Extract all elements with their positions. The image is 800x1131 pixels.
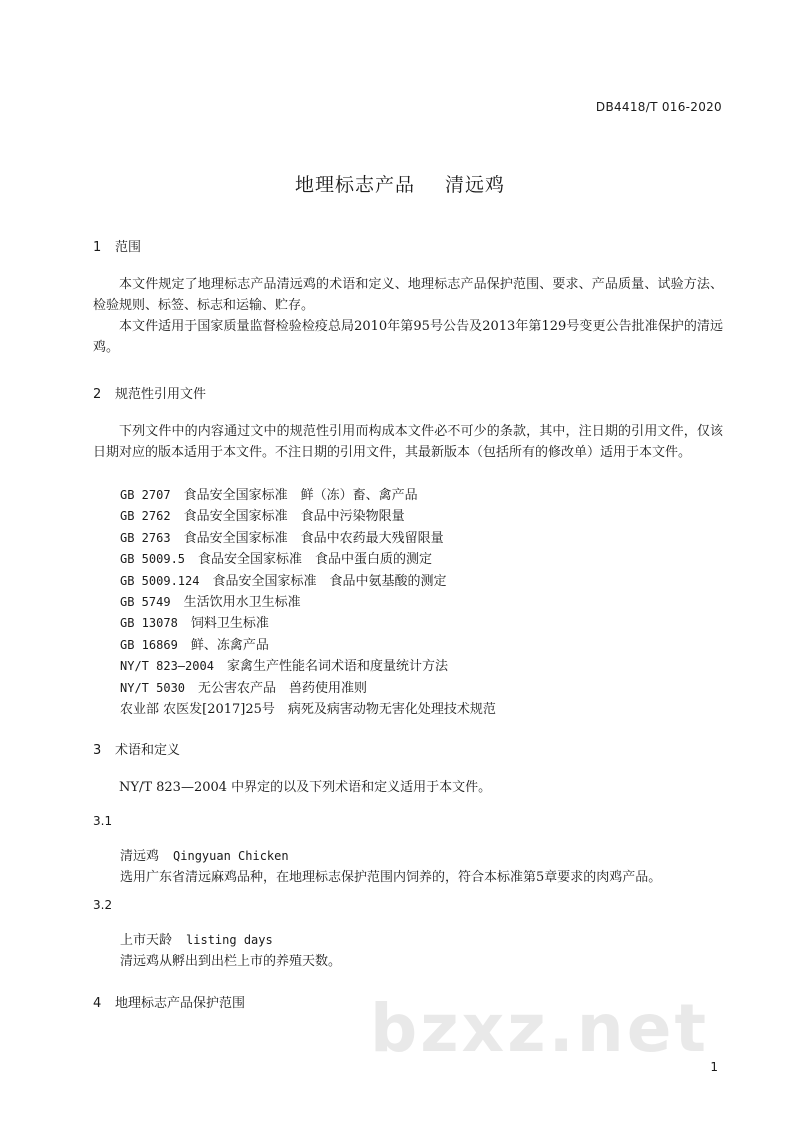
page-number: 1 xyxy=(710,1060,718,1074)
term-3-1 xyxy=(120,845,289,864)
reference-code: GB 2763 xyxy=(120,530,171,545)
watermark: bzxz.net xyxy=(370,990,710,1067)
reference-code: GB 13078 xyxy=(120,616,178,631)
section-3-heading xyxy=(93,739,180,758)
section-title: 地理标志产品保护范围 xyxy=(115,996,246,1011)
term-chinese: 清远鸡 xyxy=(120,849,160,864)
term-english: listing days xyxy=(186,933,273,947)
reference-item xyxy=(120,506,496,527)
term-3-2-definition: 清远鸡从孵出到出栏上市的养殖天数。 xyxy=(120,954,342,969)
reference-item xyxy=(120,635,496,656)
reference-item xyxy=(120,528,496,549)
page-title xyxy=(0,170,800,197)
reference-code: GB 5009.5 xyxy=(120,552,186,567)
section-number: 1 xyxy=(93,240,102,255)
reference-item xyxy=(120,571,496,592)
reference-code: 农业部 农医发[2017]25号 xyxy=(120,701,275,717)
section-1-paragraph-1: 本文件规定了地理标志产品清远鸡的术语和定义、地理标志产品保护范围、要求、产品质量、试验方法、检验规则、标签、标志和运输、贮存。 xyxy=(93,277,723,313)
section-number: 4 xyxy=(93,996,102,1011)
section-title: 规范性引用文件 xyxy=(115,387,207,402)
reference-item xyxy=(120,549,496,570)
reference-code: GB 2707 xyxy=(120,488,171,502)
section-2-heading xyxy=(93,383,206,402)
term-3-1-definition: 选用广东省清远麻鸡品种，在地理标志保护范围内饲养的，符合本标准第5章要求的肉鸡产品。 xyxy=(120,870,662,885)
section-2-paragraph-1: 下列文件中的内容通过文中的规范性引用而构成本文件必不可少的条款，其中，注日期的引用文件，仅该日期对应的版本适用于本文件。不注日期的引用文件，其最新版本（包括所有的修改单）适用于本文件。 xyxy=(93,424,723,460)
reference-item xyxy=(120,613,496,634)
section-1-heading xyxy=(93,236,141,255)
reference-title: 食品安全国家标准 食品中污染物限量 xyxy=(183,509,405,525)
section-1-paragraph-2: 本文件适用于国家质量监督检验检疫总局2010年第95号公告及2013年第129号变更公告批准保护的清远鸡。 xyxy=(93,319,723,355)
reference-title: 生活饮用水卫生标准 xyxy=(183,594,301,610)
reference-item xyxy=(120,699,496,720)
reference-title: 鲜、冻禽产品 xyxy=(190,637,269,653)
title-part-1: 地理标志产品 xyxy=(294,174,415,196)
reference-title: 病死及病害动物无害化处理技术规范 xyxy=(287,701,496,717)
reference-title: 食品安全国家标准 食品中农药最大残留限量 xyxy=(183,530,444,546)
section-number: 3 xyxy=(93,743,102,758)
reference-item xyxy=(120,592,496,613)
reference-title: 饲料卫生标准 xyxy=(190,616,269,632)
term-3-2 xyxy=(120,929,273,948)
section-title: 范围 xyxy=(115,240,142,255)
reference-title: 家禽生产性能名词术语和度量统计方法 xyxy=(226,659,448,675)
section-title: 术语和定义 xyxy=(115,743,181,758)
reference-code: GB 2762 xyxy=(120,509,171,524)
reference-title: 食品安全国家标准 食品中蛋白质的测定 xyxy=(198,552,433,568)
title-part-2: 清远鸡 xyxy=(445,174,506,196)
reference-title: 食品安全国家标准 鲜（冻）畜、禽产品 xyxy=(183,488,418,503)
reference-code: GB 16869 xyxy=(120,637,178,652)
reference-code: NY/T 5030 xyxy=(120,680,186,695)
section-3-paragraph-1: NY/T 823—2004 中界定的以及下列术语和定义适用于本文件。 xyxy=(119,780,492,795)
reference-item xyxy=(120,678,496,699)
term-3-1-number: 3.1 xyxy=(93,814,113,828)
reference-code: GB 5749 xyxy=(120,594,171,609)
term-chinese: 上市天龄 xyxy=(120,933,173,948)
term-3-2-number: 3.2 xyxy=(93,898,113,912)
reference-item xyxy=(120,485,496,506)
reference-title: 食品安全国家标准 食品中氨基酸的测定 xyxy=(212,573,447,589)
reference-code: NY/T 823—2004 xyxy=(120,659,214,674)
reference-code: GB 5009.124 xyxy=(120,573,200,588)
section-number: 2 xyxy=(93,387,102,402)
section-4-heading xyxy=(93,992,245,1011)
reference-item xyxy=(120,656,496,677)
reference-title: 无公害农产品 兽药使用准则 xyxy=(198,680,368,696)
term-english: Qingyuan Chicken xyxy=(173,849,289,863)
document-code: DB4418/T 016-2020 xyxy=(595,100,722,114)
reference-list xyxy=(120,485,496,720)
